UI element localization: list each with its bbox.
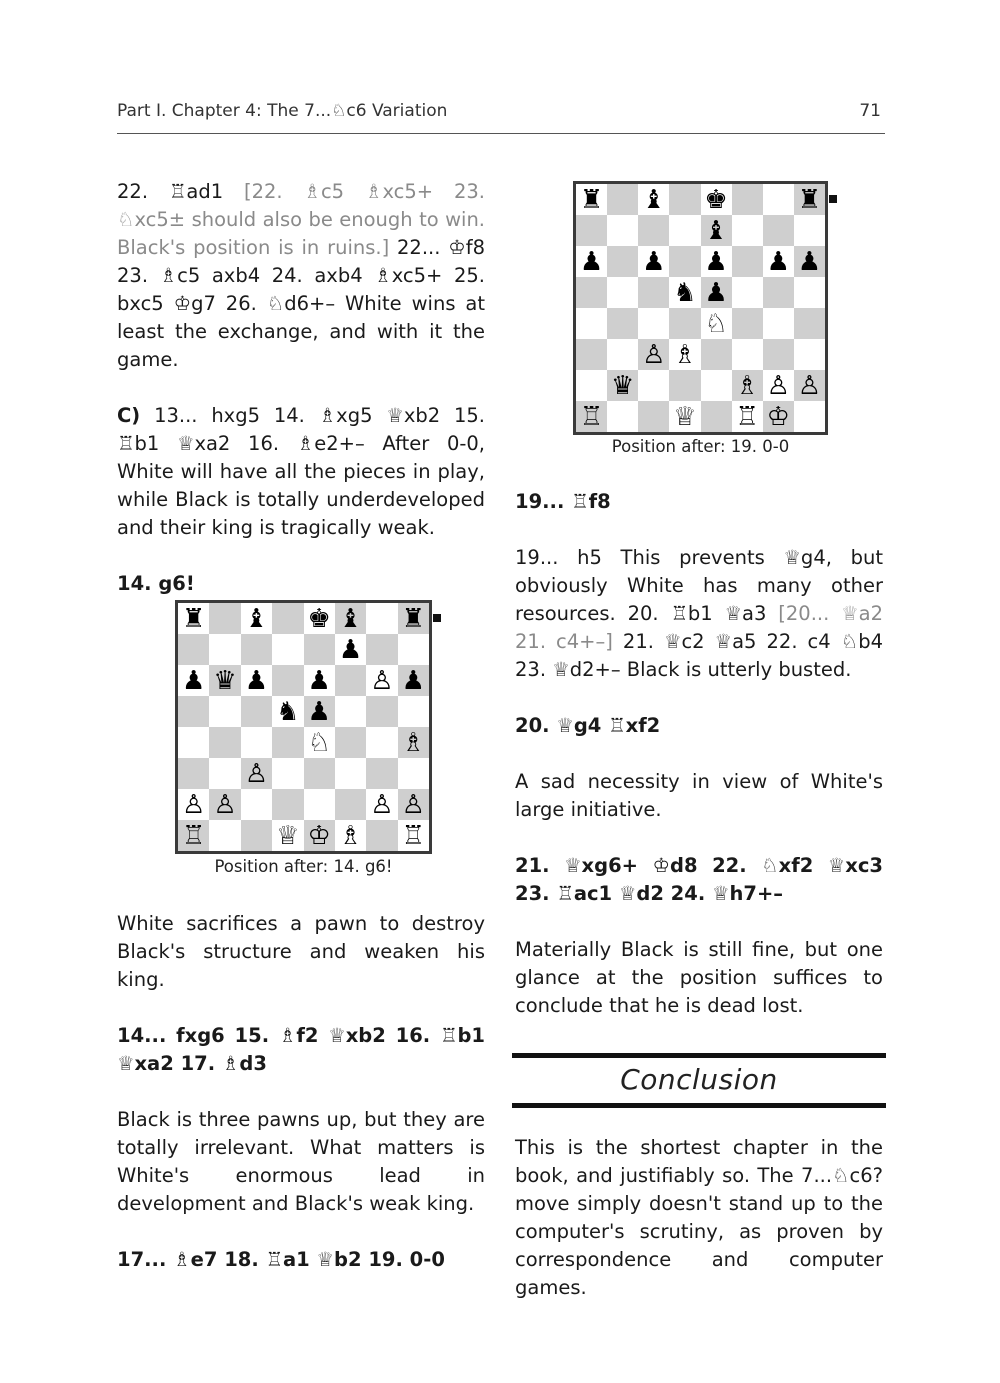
square-b2 bbox=[607, 370, 638, 401]
square-g5 bbox=[366, 696, 397, 727]
square-f7 bbox=[732, 215, 763, 246]
white-king-icon: ♔ bbox=[766, 401, 790, 432]
square-c7 bbox=[241, 634, 272, 665]
square-e2 bbox=[701, 370, 732, 401]
square-e7 bbox=[304, 634, 335, 665]
square-f5 bbox=[335, 696, 366, 727]
square-a3 bbox=[576, 339, 607, 370]
square-e4 bbox=[701, 308, 732, 339]
square-h8 bbox=[794, 184, 825, 215]
square-d3 bbox=[669, 339, 700, 370]
square-f8 bbox=[335, 603, 366, 634]
square-d1 bbox=[669, 401, 700, 432]
square-b4 bbox=[209, 727, 240, 758]
square-e2 bbox=[304, 789, 335, 820]
square-d6 bbox=[669, 246, 700, 277]
move-heading-20-qg4: 20. ♕g4 ♖xf2 bbox=[515, 714, 661, 737]
white-rook-icon: ♖ bbox=[735, 401, 759, 432]
square-b5 bbox=[209, 696, 240, 727]
white-pawn-icon: ♙ bbox=[370, 789, 394, 820]
square-f6 bbox=[335, 665, 366, 696]
square-e5 bbox=[304, 696, 335, 727]
square-a7 bbox=[576, 215, 607, 246]
square-b7 bbox=[607, 215, 638, 246]
square-c6 bbox=[638, 246, 669, 277]
white-king-icon: ♔ bbox=[307, 820, 331, 851]
move-text: 21. ♕c2 ♕a5 22. c4 ♘b4 23. ♕d2+– Black is utterly busted. bbox=[515, 630, 883, 681]
square-g3 bbox=[366, 758, 397, 789]
square-a4 bbox=[178, 727, 209, 758]
move-heading-14-fxg6: 14... fxg6 15. ♗f2 ♕xb2 16. ♖b1 ♕xa2 17. ♗d3 bbox=[117, 1024, 485, 1075]
black-knight-icon: ♞ bbox=[673, 277, 697, 308]
square-d2 bbox=[669, 370, 700, 401]
square-g6 bbox=[763, 246, 794, 277]
square-f2 bbox=[335, 789, 366, 820]
square-f3 bbox=[732, 339, 763, 370]
square-a8 bbox=[178, 603, 209, 634]
square-b1 bbox=[607, 401, 638, 432]
conclusion-body bbox=[515, 1134, 883, 1330]
square-g8 bbox=[763, 184, 794, 215]
black-knight-icon: ♞ bbox=[276, 696, 300, 727]
side-to-move-marker bbox=[433, 614, 441, 622]
square-c5 bbox=[638, 277, 669, 308]
white-pawn-icon: ♙ bbox=[213, 789, 237, 820]
move-text: 22. ♖ad1 bbox=[117, 180, 244, 203]
square-g2 bbox=[366, 789, 397, 820]
square-b6 bbox=[209, 665, 240, 696]
square-d2 bbox=[272, 789, 303, 820]
white-pawn-icon: ♙ bbox=[797, 370, 822, 401]
paragraph-19-h5 bbox=[515, 544, 883, 684]
square-c1 bbox=[638, 401, 669, 432]
white-rook-icon: ♖ bbox=[579, 401, 604, 432]
square-b1 bbox=[209, 820, 240, 851]
square-c2 bbox=[241, 789, 272, 820]
square-g7 bbox=[366, 634, 397, 665]
square-c3 bbox=[638, 339, 669, 370]
square-h3 bbox=[398, 758, 429, 789]
square-e6 bbox=[701, 246, 732, 277]
black-pawn-icon: ♟ bbox=[182, 665, 206, 696]
black-pawn-icon: ♟ bbox=[797, 246, 822, 277]
black-bishop-icon: ♝ bbox=[338, 603, 363, 634]
black-pawn-icon: ♟ bbox=[642, 246, 666, 277]
square-e3 bbox=[304, 758, 335, 789]
white-bishop-icon: ♗ bbox=[673, 339, 697, 370]
square-f5 bbox=[732, 277, 763, 308]
square-d8 bbox=[669, 184, 700, 215]
conclusion-top-rule bbox=[512, 1053, 886, 1058]
square-e3 bbox=[701, 339, 732, 370]
square-h4 bbox=[794, 308, 825, 339]
paragraph-line-c bbox=[117, 402, 485, 542]
square-h1 bbox=[398, 820, 429, 851]
paragraph-sad-necessity: A sad necessity in view of White's large initiative. bbox=[515, 770, 883, 821]
move-heading-19-rf8: 19... ♖f8 bbox=[515, 490, 611, 513]
conclusion-heading: Conclusion bbox=[620, 1063, 778, 1096]
square-g4 bbox=[366, 727, 397, 758]
square-c8 bbox=[638, 184, 669, 215]
square-b4 bbox=[607, 308, 638, 339]
square-b5 bbox=[607, 277, 638, 308]
square-e4 bbox=[304, 727, 335, 758]
square-h5 bbox=[398, 696, 429, 727]
white-rook-icon: ♖ bbox=[182, 820, 206, 851]
black-pawn-icon: ♟ bbox=[338, 634, 363, 665]
square-c4 bbox=[638, 308, 669, 339]
white-pawn-icon: ♙ bbox=[370, 665, 394, 696]
move-text: 19... h5 This prevents ♕g4, but obviously White has many other resources. 20. ♖b1 ♕a3 bbox=[515, 546, 883, 625]
chessboard-2 bbox=[573, 181, 828, 435]
white-knight-icon: ♘ bbox=[307, 727, 331, 758]
square-f4 bbox=[335, 727, 366, 758]
black-rook-icon: ♜ bbox=[182, 603, 206, 634]
square-a6 bbox=[178, 665, 209, 696]
square-e1 bbox=[701, 401, 732, 432]
page-number: 71 bbox=[859, 101, 881, 121]
square-d4 bbox=[272, 727, 303, 758]
square-a2 bbox=[576, 370, 607, 401]
square-a2 bbox=[178, 789, 209, 820]
white-queen-icon: ♕ bbox=[673, 401, 697, 432]
black-pawn-icon: ♟ bbox=[244, 665, 269, 696]
square-g7 bbox=[763, 215, 794, 246]
square-f7 bbox=[335, 634, 366, 665]
square-f1 bbox=[335, 820, 366, 851]
black-bishop-icon: ♝ bbox=[642, 184, 666, 215]
square-e8 bbox=[701, 184, 732, 215]
square-h2 bbox=[398, 789, 429, 820]
square-a7 bbox=[178, 634, 209, 665]
black-pawn-icon: ♟ bbox=[704, 277, 728, 308]
square-b3 bbox=[607, 339, 638, 370]
black-rook-icon: ♜ bbox=[579, 184, 604, 215]
square-d7 bbox=[669, 215, 700, 246]
square-h7 bbox=[398, 634, 429, 665]
square-d3 bbox=[272, 758, 303, 789]
square-h4 bbox=[398, 727, 429, 758]
black-pawn-icon: ♟ bbox=[307, 696, 331, 727]
black-queen-icon: ♛ bbox=[611, 370, 635, 401]
square-c2 bbox=[638, 370, 669, 401]
square-f6 bbox=[732, 246, 763, 277]
square-f1 bbox=[732, 401, 763, 432]
paragraph-22-line bbox=[117, 178, 485, 374]
square-a4 bbox=[576, 308, 607, 339]
white-queen-icon: ♕ bbox=[276, 820, 300, 851]
square-h7 bbox=[794, 215, 825, 246]
paragraph-three-pawns: Black is three pawns up, but they are totally irrelevant. What matters is White's enormous lead in development and Black's weak king. bbox=[117, 1108, 485, 1215]
square-g1 bbox=[366, 820, 397, 851]
black-king-icon: ♚ bbox=[307, 603, 331, 634]
conclusion-bottom-rule bbox=[512, 1103, 886, 1108]
diagram-caption: Position after: 14. g6! bbox=[214, 857, 393, 876]
square-g4 bbox=[763, 308, 794, 339]
square-d6 bbox=[272, 665, 303, 696]
square-g1 bbox=[763, 401, 794, 432]
black-king-icon: ♚ bbox=[704, 184, 728, 215]
white-rook-icon: ♖ bbox=[401, 820, 425, 851]
square-c5 bbox=[241, 696, 272, 727]
white-pawn-icon: ♙ bbox=[244, 758, 269, 789]
square-e5 bbox=[701, 277, 732, 308]
black-pawn-icon: ♟ bbox=[704, 246, 728, 277]
variation-comment: [22. ♗c5 ♗xc5+ 23. ♘xc5± should also be enough to win. Black's position is in ruins.] bbox=[117, 180, 485, 259]
paragraph-sacrifice: White sacrifices a pawn to destroy Black's structure and weaken his king. bbox=[117, 912, 485, 991]
paragraph-conclusion: This is the shortest chapter in the book, and justifiably so. The 7...♘c6? move simply doesn't stand up to the computer's scrutiny, as proven by correspondence and computer games. bbox=[515, 1136, 883, 1299]
black-bishop-icon: ♝ bbox=[244, 603, 269, 634]
square-h2 bbox=[794, 370, 825, 401]
square-h8 bbox=[398, 603, 429, 634]
square-b6 bbox=[607, 246, 638, 277]
square-b2 bbox=[209, 789, 240, 820]
black-bishop-icon: ♝ bbox=[704, 215, 728, 246]
square-d5 bbox=[272, 696, 303, 727]
square-g2 bbox=[763, 370, 794, 401]
square-c8 bbox=[241, 603, 272, 634]
square-a3 bbox=[178, 758, 209, 789]
white-bishop-icon: ♗ bbox=[735, 370, 759, 401]
move-text: 22... ♔f8 23. ♗c5 axb4 24. axb4 ♗xc5+ 25. bxc5 ♔g7 26. ♘d6+– White wins at least the exchange, and with it the game. bbox=[117, 236, 485, 371]
black-pawn-icon: ♟ bbox=[307, 665, 331, 696]
square-h6 bbox=[398, 665, 429, 696]
square-g6 bbox=[366, 665, 397, 696]
square-h5 bbox=[794, 277, 825, 308]
white-pawn-icon: ♙ bbox=[182, 789, 206, 820]
black-rook-icon: ♜ bbox=[401, 603, 425, 634]
line-text: 13... hxg5 14. ♗xg5 ♕xb2 15. ♖b1 ♕xa2 16. ♗e2+– After 0-0, White will have all the pieces in play, while Black is totally underdeveloped and their king is tragically weak. bbox=[117, 404, 485, 539]
square-d8 bbox=[272, 603, 303, 634]
square-d4 bbox=[669, 308, 700, 339]
square-f4 bbox=[732, 308, 763, 339]
square-d1 bbox=[272, 820, 303, 851]
square-g5 bbox=[763, 277, 794, 308]
square-f3 bbox=[335, 758, 366, 789]
square-a8 bbox=[576, 184, 607, 215]
left-column bbox=[117, 178, 485, 626]
square-h6 bbox=[794, 246, 825, 277]
square-e8 bbox=[304, 603, 335, 634]
square-a1 bbox=[178, 820, 209, 851]
move-heading-21-qxg6: 21. ♕xg6+ ♔d8 22. ♘xf2 ♕xc3 23. ♖ac1 ♕d2 24. ♕h7+– bbox=[515, 854, 883, 905]
move-heading-14-g6: 14. g6! bbox=[117, 572, 195, 595]
square-a5 bbox=[576, 277, 607, 308]
square-e7 bbox=[701, 215, 732, 246]
chessboard-1 bbox=[175, 600, 432, 854]
square-h3 bbox=[794, 339, 825, 370]
square-g3 bbox=[763, 339, 794, 370]
square-c6 bbox=[241, 665, 272, 696]
page-header bbox=[117, 99, 885, 134]
square-d7 bbox=[272, 634, 303, 665]
square-e6 bbox=[304, 665, 335, 696]
square-f2 bbox=[732, 370, 763, 401]
line-label: C) bbox=[117, 404, 141, 427]
black-pawn-icon: ♟ bbox=[579, 246, 604, 277]
square-f8 bbox=[732, 184, 763, 215]
side-to-move-marker bbox=[829, 195, 837, 203]
square-d5 bbox=[669, 277, 700, 308]
white-knight-icon: ♘ bbox=[704, 308, 728, 339]
white-pawn-icon: ♙ bbox=[642, 339, 666, 370]
square-a1 bbox=[576, 401, 607, 432]
square-c7 bbox=[638, 215, 669, 246]
right-column bbox=[515, 488, 883, 1048]
white-bishop-icon: ♗ bbox=[338, 820, 363, 851]
black-pawn-icon: ♟ bbox=[766, 246, 790, 277]
square-b3 bbox=[209, 758, 240, 789]
square-a6 bbox=[576, 246, 607, 277]
running-title: Part I. Chapter 4: The 7...♘c6 Variation bbox=[117, 101, 448, 121]
white-bishop-icon: ♗ bbox=[401, 727, 425, 758]
left-column-lower bbox=[117, 910, 485, 1302]
variation-comment: [20... ♕a2 21. c4+–] bbox=[515, 602, 883, 653]
square-b8 bbox=[209, 603, 240, 634]
diagram-caption: Position after: 19. 0-0 bbox=[611, 437, 790, 456]
square-a5 bbox=[178, 696, 209, 727]
paragraph-materially: Materially Black is still fine, but one glance at the position suffices to conclude that he is dead lost. bbox=[515, 938, 883, 1017]
square-b8 bbox=[607, 184, 638, 215]
square-g8 bbox=[366, 603, 397, 634]
square-b7 bbox=[209, 634, 240, 665]
square-c1 bbox=[241, 820, 272, 851]
white-pawn-icon: ♙ bbox=[401, 789, 425, 820]
square-e1 bbox=[304, 820, 335, 851]
move-heading-17-be7: 17... ♗e7 18. ♖a1 ♕b2 19. 0-0 bbox=[117, 1248, 445, 1271]
square-h1 bbox=[794, 401, 825, 432]
black-queen-icon: ♛ bbox=[213, 665, 237, 696]
black-pawn-icon: ♟ bbox=[401, 665, 425, 696]
black-rook-icon: ♜ bbox=[797, 184, 822, 215]
square-c4 bbox=[241, 727, 272, 758]
white-pawn-icon: ♙ bbox=[766, 370, 790, 401]
square-c3 bbox=[241, 758, 272, 789]
